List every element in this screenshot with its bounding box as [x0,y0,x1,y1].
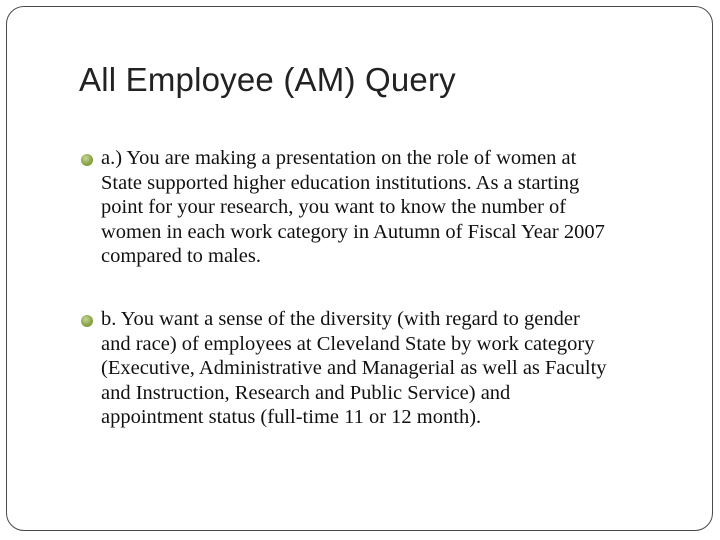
bullet-dot-icon [81,154,93,166]
bullet-item-a [79,146,689,269]
bullet-text: b. You want a sense of the diversity (with regard to gender and race) of employees at Cleveland State by work category (Executive, Administrative and Managerial as well as Faculty and Instruction, Research and Public Service) and appointment status (full-time 11 or 12 month). [101,307,607,429]
bullet-item-b [79,307,689,430]
bullet-dot-icon [81,315,93,327]
slide-title: All Employee (AM) Query [79,61,456,98]
bullet-list [79,146,689,430]
bullet-text: a.) You are making a presentation on the role of women at State supported higher education institutions. As a starting point for your research, you want to know the number of women in each work category in Autumn of Fiscal Year 2007 compared to males. [101,147,605,268]
